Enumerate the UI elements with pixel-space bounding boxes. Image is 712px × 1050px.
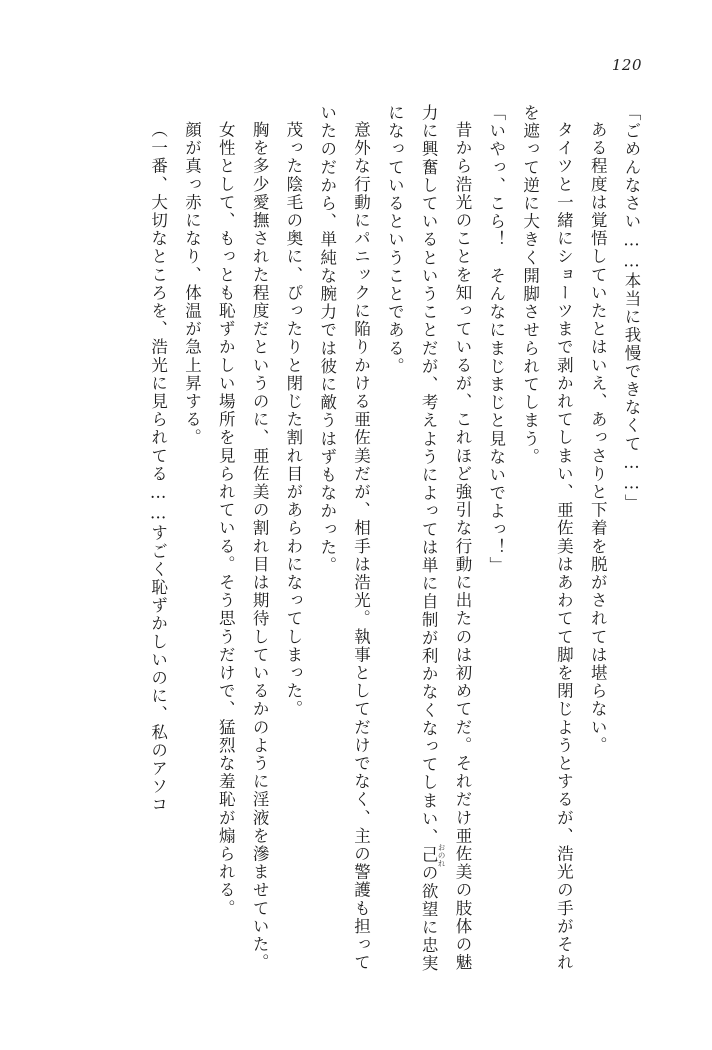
page-number: 120 <box>611 56 642 74</box>
paragraph: 女性として、もっとも恥ずかしい場所を見られている。そう思うだけで、猛烈な羞恥が煽られる。 <box>216 120 236 917</box>
paragraph: 顔が真っ赤になり、体温が急上昇する。 <box>182 120 202 447</box>
paragraph: 胸を多少愛撫された程度だというのに、亜佐美の割れ目は期待しているかのように淫液を滲ませていた。 <box>250 120 270 972</box>
vertical-body-text <box>60 104 648 984</box>
paragraph-text: 昔から浩光のことを知っているが、これほど強引な行動に出たのは初めてだ。それだけ亜佐美の肢体の魅力に興奮しているということだが、考えようによっては単に自制が利かなくなってしまい、己 おのれの欲望に忠実になっているということである。 <box>385 104 472 973</box>
paragraph: 「いやっ、こら！ そんなにまじまじと見ないでよっ！」 <box>486 104 506 575</box>
paragraph: （一番、大切なところを、浩光に見られてる……すごく恥ずかしいのに、私のアソコ <box>148 120 168 814</box>
paragraph: 意外な行動にパニックに陥りかける亜佐美だが、相手は浩光。執事としてだけでなく、主の警護も担っていたのだから、単純な腕力では彼に敵うはずもなかった。 <box>317 104 371 972</box>
paragraph-with-ruby <box>378 104 479 984</box>
paragraph: タイツと一緒にショーツまで剥かれてしまい、亜佐美はあわてて脚を閉じようとするが、浩光の手がそれを遮って逆に大きく開脚させられてしまう。 <box>520 104 574 972</box>
paragraph: ある程度は覚悟していたとはいえ、あっさりと下着を脱がされては堪らない。 <box>588 120 608 754</box>
paragraph: 「ごめんなさい……本当に我慢できなくて……」 <box>622 104 641 513</box>
ruby-annotation: 己 おのれ <box>419 843 447 868</box>
paragraph: 茂った陰毛の奥に、ぴったりと閉じた割れ目があらわになってしまった。 <box>283 120 303 718</box>
